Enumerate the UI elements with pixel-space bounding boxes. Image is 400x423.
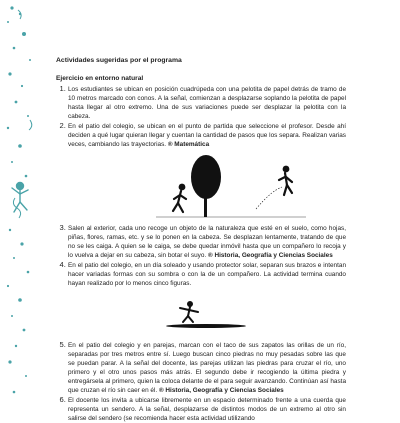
subject-tag: ® Historia, Geografía y Ciencias Sociales	[207, 252, 333, 259]
subject-tag: ® Historia, Geografía y Ciencias Sociales	[158, 387, 284, 394]
list-item	[68, 340, 346, 395]
illustration-tree-figures	[56, 149, 346, 223]
item-text: El docente los invita a ubicarse libremente en un espacio determinado frente a una cuerda que representa un sendero. A la señal, desplazarse de distintos modos de un extremo al otro sin salirse del sendero (se recomienda hacer esta actividad utilizando	[68, 397, 346, 422]
figure-doodle	[12, 183, 28, 213]
document-body	[56, 56, 346, 423]
item-text: En el patio del colegio, se ubican en el punto de partida que seleccione el profesor. Desde ahí deciden a qué lugar quieran llegar y cuentan la cantidad de pasos que los separa. Realizan varias veces, cambiando las trayectorias.	[68, 123, 346, 148]
activity-list	[56, 340, 346, 423]
item-text: Salen al exterior, cada uno recoge un objeto de la naturaleza que esté en el suelo, como hojas, piñas, flores, ramas, etc. y se lo ponen en la cabeza. Se desplazan lentamente, tratando de que no se les caiga. A quien se le caiga, se debe quedar inmóvil hasta que un compañero lo recoja y lo vuelva a dejar en su cabeza, sin botar el suyo.	[68, 225, 346, 259]
activity-list	[56, 223, 346, 288]
list-item	[68, 395, 346, 423]
section-title: Actividades sugeridas por el programa	[56, 57, 182, 64]
illustration-shadow-figure	[56, 288, 346, 340]
item-text: En el patio del colegio y en parejas, marcan con el taco de sus zapatos las orillas de un río, separadas por tres metros entre sí. Luego buscan cinco piedras no muy pesadas sobre las que se puedan parar. A la señal del docente, las parejas utilizan las piedras para cruzar el río, uno primero y el otro unos pasos más atrás. El segundo debe ir recogiendo la última piedra y entregársela al primero, quien la coloca delante de el para seguir avanzando. Continúan así hasta que cruzan el río sin caer en él.	[68, 342, 346, 394]
list-item	[68, 84, 346, 121]
decorative-border	[0, 0, 50, 400]
item-text: En el patio del colegio, en un día soleado y usando protector solar, separan sus brazos e intentan hacer variadas formas con su sombra o con la de un compañero. La actividad termina cuando hayan realizado por lo menos cinco figuras.	[68, 262, 346, 287]
subsection-title: Ejercicio en entorno natural	[56, 75, 144, 82]
list-item	[68, 260, 346, 288]
subject-tag: ® Matemática	[167, 141, 210, 148]
list-item	[68, 223, 346, 260]
item-text: Los estudiantes se ubican en posición cuadrúpeda con una pelotita de papel detrás de tramo de 10 metros marcado con conos. A la señal, comienzan a desplazarse soplando la pelotita de papel hasta llegar al otro extremo. Una de sus variaciones puede ser desplazar la pelotita con la cabeza.	[68, 86, 346, 120]
activity-list	[56, 84, 346, 149]
list-item	[68, 121, 346, 149]
